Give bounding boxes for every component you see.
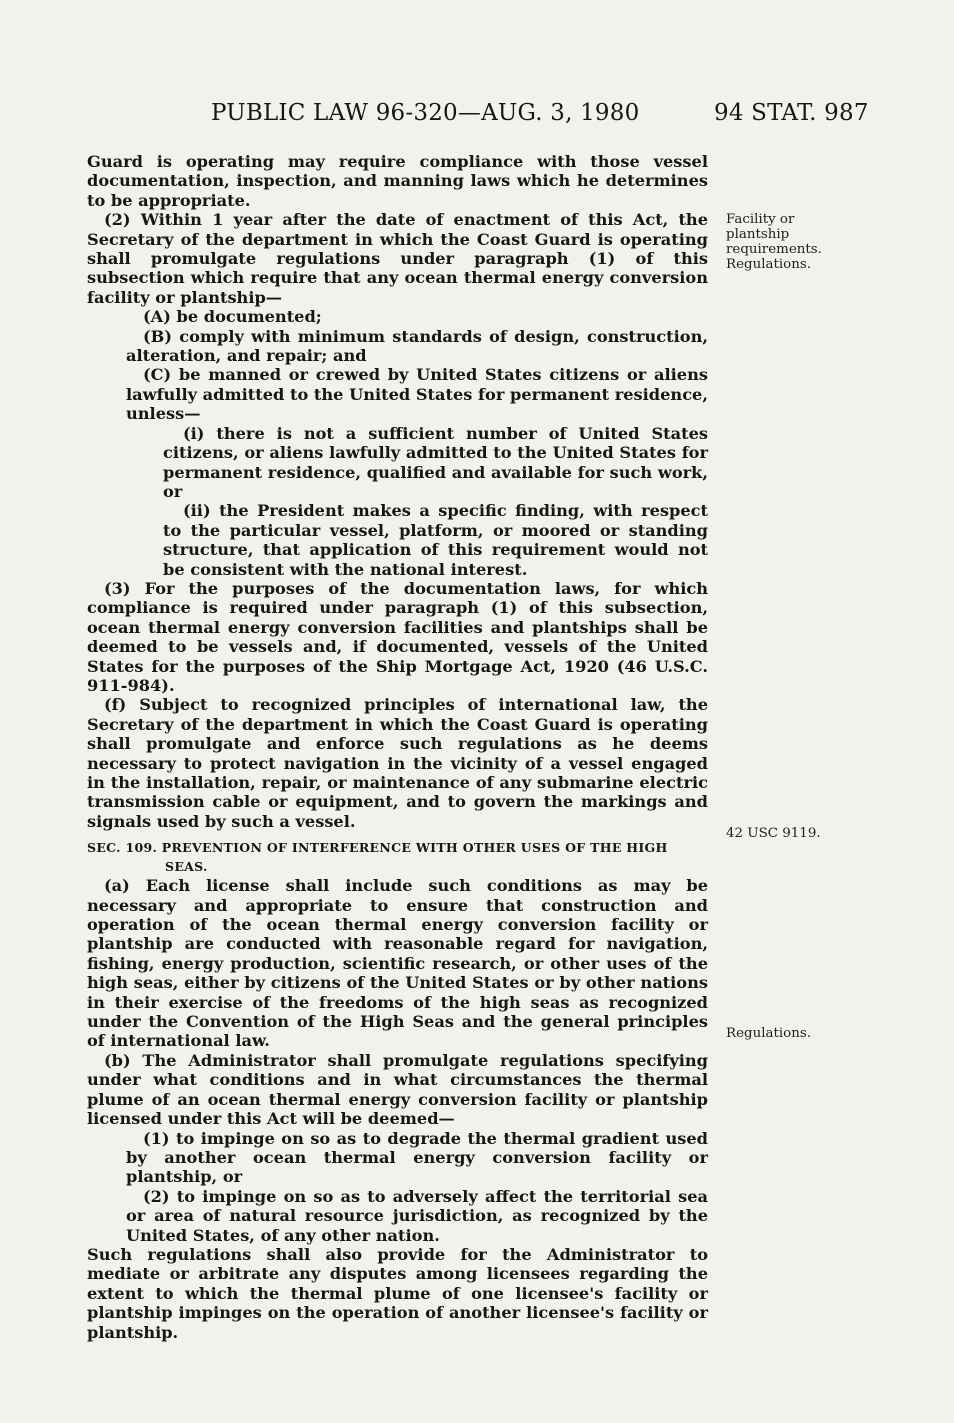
paragraph-3: (3) For the purposes of the documentation laws, for which compliance is required under paragraph (1) of this subsection, ocean thermal energy conversion facilities and plantships shall be deemed to be vessels and, if documented, vessels of the United States for the purposes of the Ship Mortgage Act, 1920 (46 U.S.C. 911-984). <box>87 578 708 695</box>
subsection-b: (b) The Administrator shall promulgate regulations specifying under what conditions and in what circumstances the thermal plume of an ocean thermal energy conversion facility or plantship licensed under this Act will be deemed— <box>87 1050 708 1129</box>
closing-paragraph: Such regulations shall also provide for the Administrator to mediate or arbitrate any disputes among licensees regarding the extent to which the thermal plume of one licensee's facility or plantship impinges on the operation of another licensee's facility or plantship. <box>87 1244 708 1342</box>
clause-C: (C) be manned or crewed by United States citizens or aliens lawfully admitted to the United States for permanent residence, unless— <box>126 365 708 424</box>
clause-B: (B) comply with minimum standards of design, construction, alteration, and repair; and <box>126 326 708 366</box>
subclause-i: (i) there is not a sufficient number of United States citizens, or aliens lawfully admitted to the United States for permanent residence, qualified and available for such work, or <box>163 423 708 501</box>
paragraph-continuation: Guard is operating may require compliance with those vessel documentation, inspection, and manning laws which he determines to be appropriate. <box>87 152 708 210</box>
section-109-heading: SEC. 109. PREVENTION OF INTERFERENCE WITH OTHER USES OF THE HIGH SEAS. <box>87 840 668 875</box>
margin-note-line: plantship <box>726 227 790 242</box>
clause-2: (2) to impinge on so as to adversely affect the territorial sea or area of natural resource jurisdiction, as recognized by the United States, of any other nation. <box>126 1186 708 1245</box>
subsection-f: (f) Subject to recognized principles of international law, the Secretary of the department in which the Coast Guard is operating shall promulgate and enforce such regulations as he deems necessary to protect navigation in the vicinity of a vessel engaged in the installation, repair, or maintenance of any submarine electric transmission cable or equipment, and to govern the markings and signals used by such a vessel. <box>87 695 708 831</box>
clause-1: (1) to impinge on so as to degrade the thermal gradient used by another ocean thermal energy conversion facility or plantship, or <box>126 1128 708 1187</box>
margin-note-line: Regulations. <box>726 257 811 272</box>
running-header-title: PUBLIC LAW 96-320—AUG. 3, 1980 <box>211 100 640 126</box>
margin-note-regulations: Regulations. <box>726 1026 811 1041</box>
margin-note-line: Facility or <box>726 212 795 227</box>
margin-note-facility-requirements <box>726 212 822 272</box>
subsection-a: (a) Each license shall include such conditions as may be necessary and appropriate to ensure that construction and operation of the ocean thermal energy conversion facility or plantship are conducted with reasonable regard for navigation, fishing, energy production, scientific research, or other uses of the high seas, either by citizens of the United States or by other nations in their exercise of the freedoms of the high seas as recognized under the Convention of the High Seas and the general principles of international law. <box>87 876 708 1051</box>
paragraph-2: (2) Within 1 year after the date of enactment of this Act, the Secretary of the department in which the Coast Guard is operating shall promulgate regulations under paragraph (1) of this subsection which require that any ocean thermal energy conversion facility or plantship— <box>87 210 708 307</box>
margin-note-usc-citation: 42 USC 9119. <box>726 826 821 841</box>
statute-page-number: 94 STAT. 987 <box>714 100 869 126</box>
statute-body-text <box>87 152 708 1342</box>
subclause-ii: (ii) the President makes a specific finding, with respect to the particular vessel, platform, or moored or standing structure, that application of this requirement would not be consistent with the national interest. <box>163 501 708 579</box>
margin-note-line: requirements. <box>726 242 822 257</box>
clause-A: (A) be documented; <box>143 307 322 327</box>
